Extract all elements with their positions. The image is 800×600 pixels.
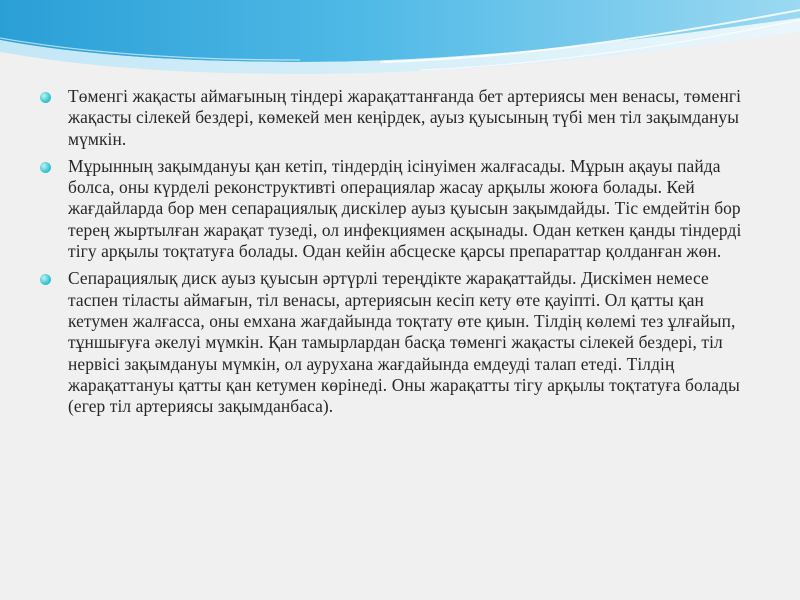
bullet-list [40,86,760,417]
bullet-item [40,86,760,150]
bullet-item [40,268,760,417]
bullet-text: Мұрынның зақымдануы қан кетіп, тіндердің ісінуімен жалғасады. Мұрын ақауы пайда болса, оны күрделі реконструктивті операциялар жасау арқылы жоюға болады. Кей жағдайларда бор мен сепарациялық дискілер ауыз қуысын зақымдайды. Тіс емдейтін бор терең жыртылған жарақат тузеді, ол инфекциямен асқынады. Одан кеткен қанды тіндерді тігу арқылы тоқтатуға болады. Одан кейін абсцеске қарсы препараттар қолданған жөн. [68,155,742,262]
bullet-text: Сепарациялық диск ауыз қуысын әртүрлі тереңдікте жарақаттайды. Дискімен немесе таспен тіласты аймағын, тіл венасы, артериясын кесіп кету өте қауіпті. Ол қатты қан кетумен жалғасса, оны емхана жағдайында тоқтату өте қиын. Тілдің көлемі тез ұлғайып, тұншығуға әкелуі мүмкін. Қан тамырлардан басқа төменгі жақасты сілекей бездері, тіл нервісі зақымдануы мүмкін, ол аурухана жағдайында емдеуді талап етеді. Тілдің жарақаттануы қатты қан кетумен көрінеді. Оны жарақатты тігу арқылы тоқтатуға болады (егер тіл артериясы зақымданбаса). [68,268,740,417]
bullet-item [40,156,760,262]
circle-bullet-icon [40,92,51,103]
circle-bullet-icon [40,274,51,285]
circle-bullet-icon [40,162,51,173]
header-wave-decoration [0,0,800,90]
slide-body [40,86,760,423]
bullet-text: Төменгі жақасты аймағының тіндері жарақаттанғанда бет артериясы мен венасы, төменгі жақасты сілекей бездері, көмекей мен кеңірдек, ауыз қуысының түбі мен тіл зақымдануы мүмкін. [68,86,742,149]
